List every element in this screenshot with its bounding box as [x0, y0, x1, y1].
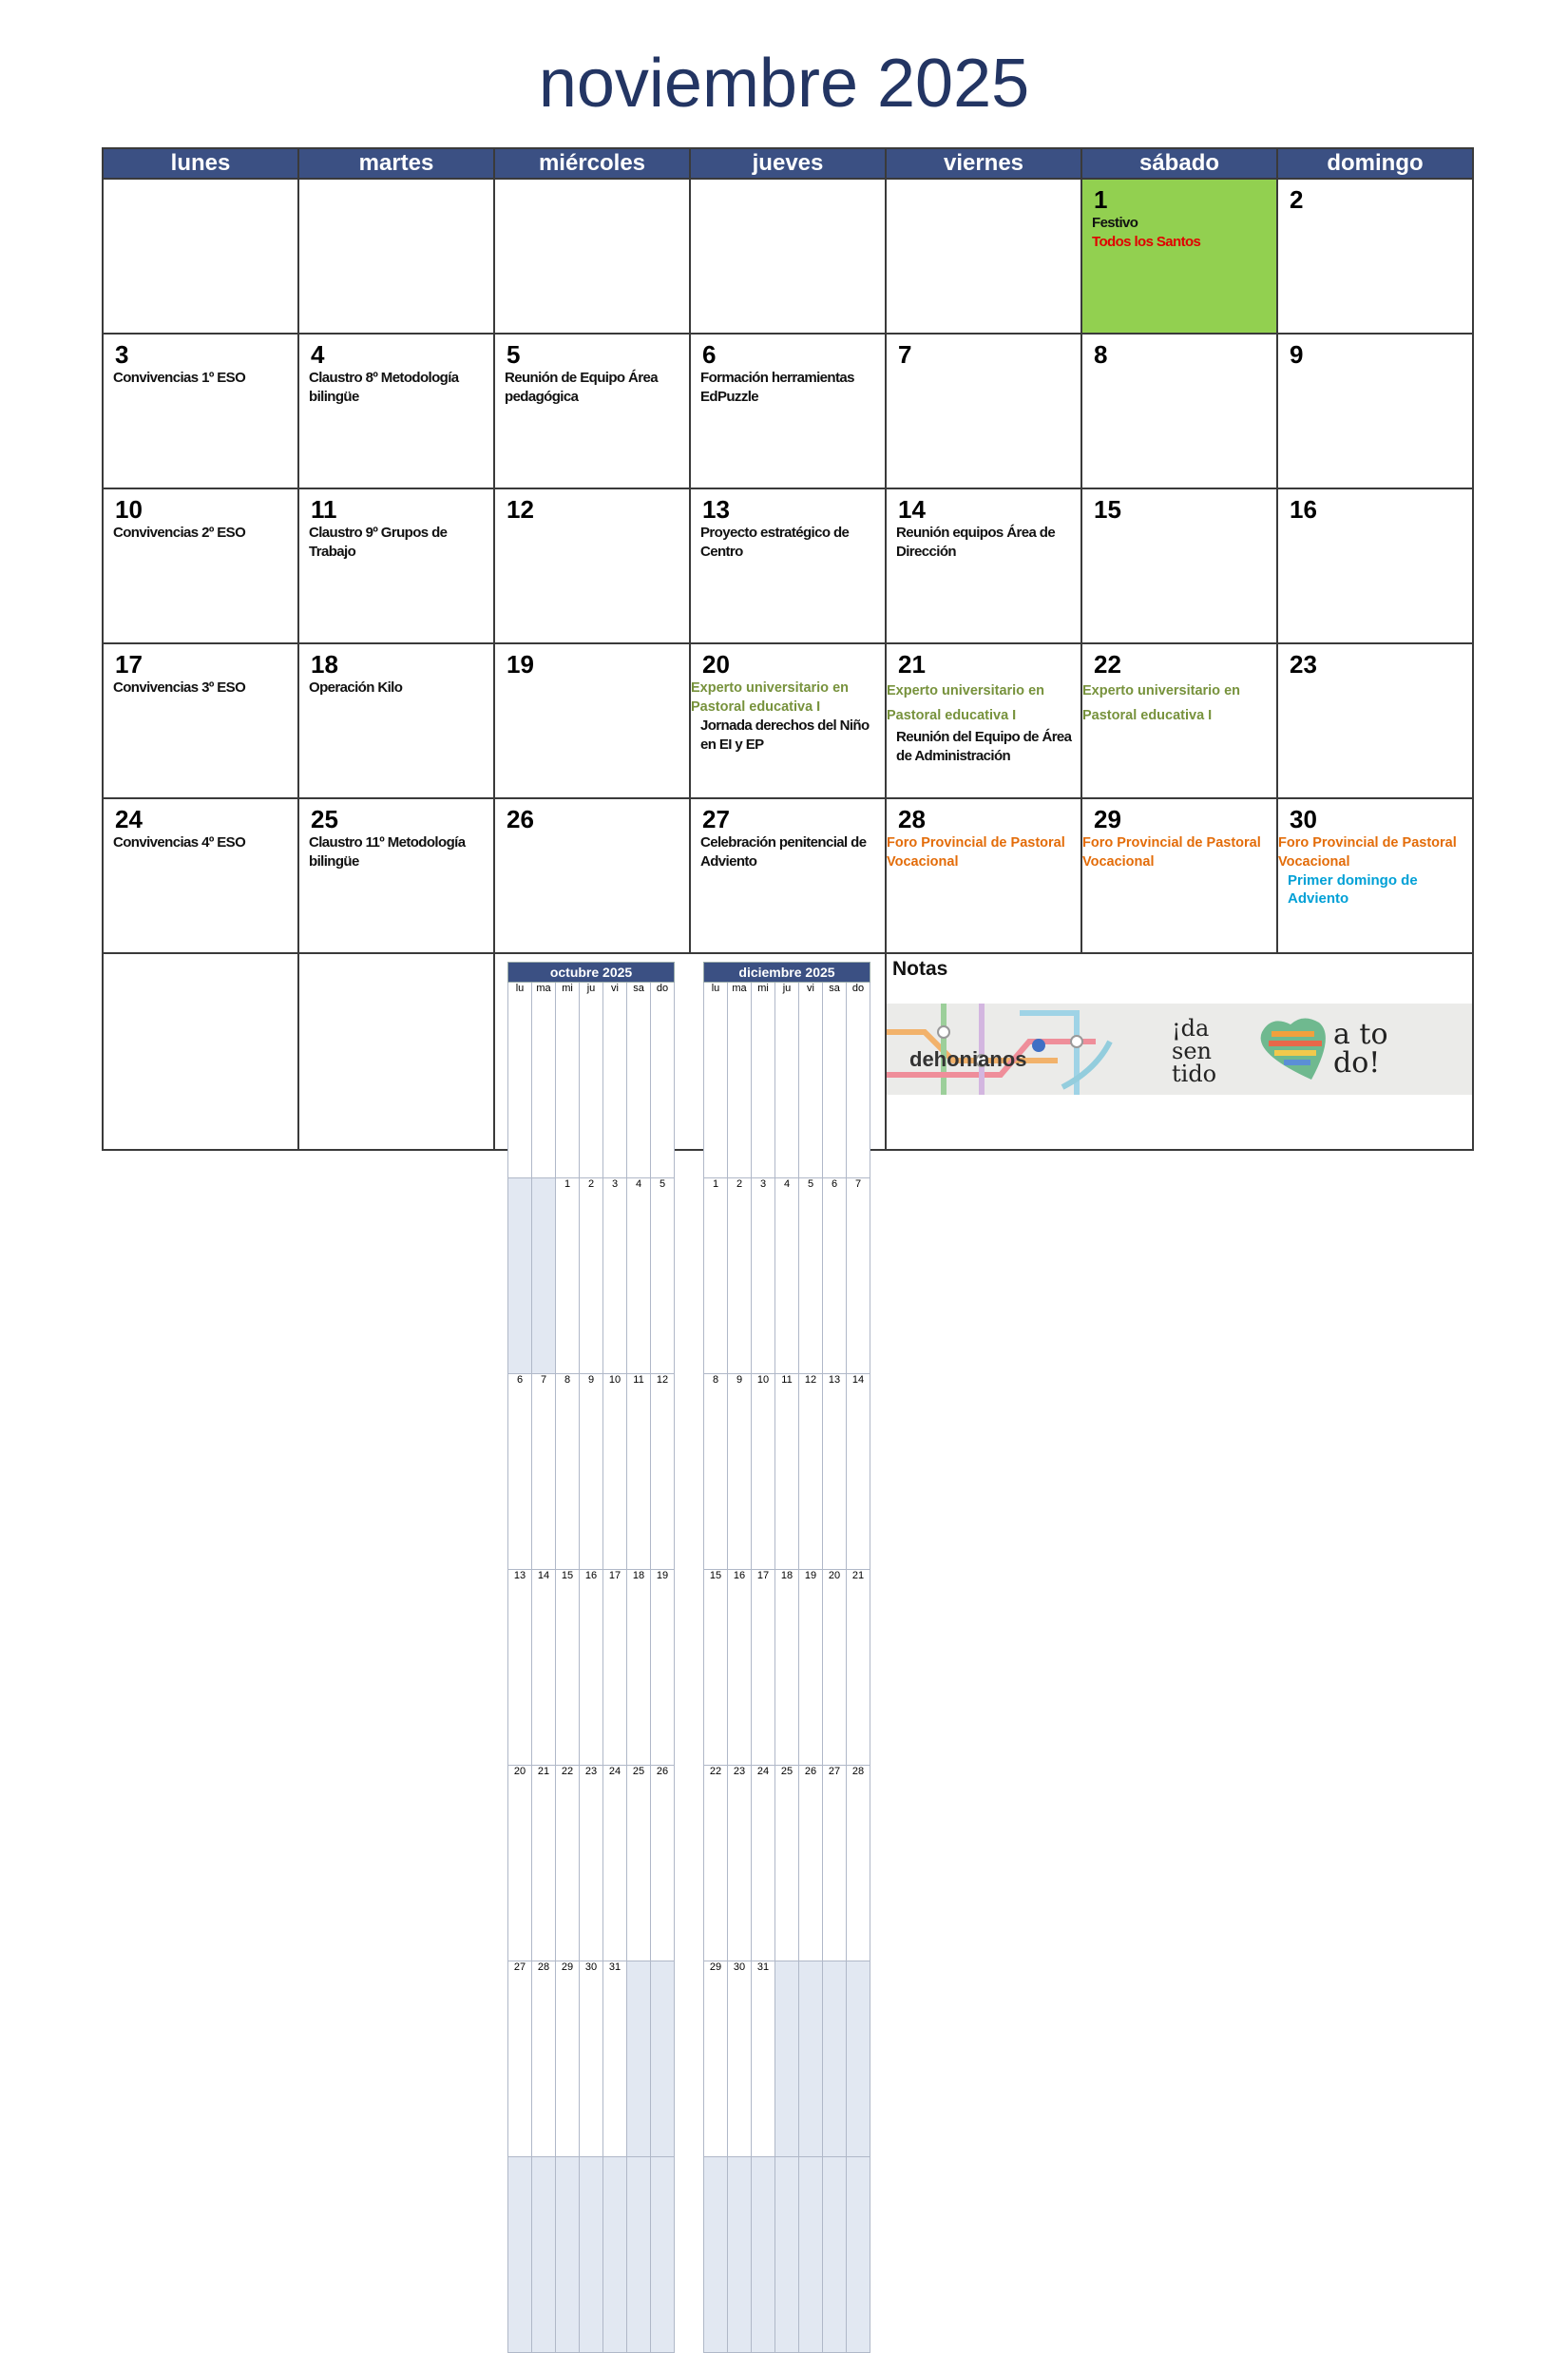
- day-number: 14: [898, 495, 926, 524]
- mini-calendar-octubre: [507, 962, 675, 2353]
- mini-week-row: [508, 2157, 675, 2353]
- day-cell-11[interactable]: [298, 488, 494, 643]
- day-number: 19: [507, 650, 534, 679]
- mini-day[interactable]: 2: [728, 1178, 752, 1374]
- mini-weekday: ma: [728, 983, 752, 1178]
- mini-day[interactable]: 30: [728, 1961, 752, 2157]
- mini-day[interactable]: 14: [847, 1374, 870, 1570]
- day-number: 11: [311, 495, 337, 524]
- mini-day[interactable]: 1: [704, 1178, 728, 1374]
- mini-day[interactable]: 3: [752, 1178, 775, 1374]
- notes-cell[interactable]: [886, 953, 1473, 1150]
- mini-day: [532, 2157, 556, 2353]
- event-festivo: Festivo: [1092, 215, 1138, 231]
- mini-calendar-body: [508, 983, 675, 2353]
- mini-weekday: lu: [704, 983, 728, 1178]
- mini-day: [651, 1961, 675, 2157]
- event-text: Convivencias 4º ESO: [113, 834, 246, 851]
- weekday-miercoles: miércoles: [494, 148, 690, 179]
- weekday-domingo: domingo: [1277, 148, 1473, 179]
- mini-day: [580, 2157, 603, 2353]
- mini-day: [728, 2157, 752, 2353]
- day-number: 9: [1290, 340, 1304, 369]
- slogan-left: ¡da sen tido: [1172, 1015, 1217, 1087]
- day-cell-17[interactable]: [103, 643, 298, 798]
- day-number: 20: [702, 650, 730, 679]
- event-text: Claustro 8º Metodología bilingüe: [309, 370, 459, 405]
- day-number: 24: [115, 805, 143, 833]
- mini-day[interactable]: 10: [603, 1374, 627, 1570]
- mini-day[interactable]: 30: [580, 1961, 603, 2157]
- mini-weekday-row: [508, 983, 675, 1178]
- mini-day[interactable]: 5: [651, 1178, 675, 1374]
- event-text: Formación herramientas EdPuzzle: [700, 370, 854, 405]
- mini-calendar-title: diciembre 2025: [704, 963, 870, 983]
- mini-day[interactable]: 2: [580, 1178, 603, 1374]
- mini-day[interactable]: 23: [580, 1766, 603, 1961]
- day-number: 1: [1094, 185, 1108, 214]
- mini-day: [823, 1961, 847, 2157]
- day-events: [691, 679, 881, 755]
- event-text: Convivencias 1º ESO: [113, 370, 246, 386]
- event-experto-universitario: Experto universitario en Pastoral educativa I: [1082, 683, 1240, 723]
- mini-day: [799, 1961, 823, 2157]
- mini-day[interactable]: 6: [508, 1374, 532, 1570]
- day-events: [1092, 214, 1272, 252]
- day-number: 5: [507, 340, 521, 369]
- mini-day[interactable]: 19: [799, 1570, 823, 1766]
- mini-day[interactable]: 15: [556, 1570, 580, 1766]
- week-row: [103, 179, 1473, 334]
- mini-day[interactable]: 12: [651, 1374, 675, 1570]
- day-number: 26: [507, 805, 534, 833]
- week-row: [103, 643, 1473, 798]
- event-text: Claustro 11º Metodología bilingüe: [309, 834, 466, 870]
- event-text: Claustro 9º Grupos de Trabajo: [309, 525, 448, 560]
- empty-day-cell: [690, 179, 886, 334]
- event-text: Convivencias 2º ESO: [113, 525, 246, 541]
- mini-weekday: sa: [627, 983, 651, 1178]
- day-number: 2: [1290, 185, 1304, 214]
- dehonianos-logo: dehonianos: [909, 1047, 1027, 1071]
- mini-day[interactable]: 26: [651, 1766, 675, 1961]
- day-cell-13[interactable]: [690, 488, 886, 643]
- mini-day[interactable]: 22: [704, 1766, 728, 1961]
- mini-day[interactable]: 29: [556, 1961, 580, 2157]
- day-cell-12[interactable]: [494, 488, 690, 643]
- mini-weekday: ju: [580, 983, 603, 1178]
- mini-day[interactable]: 10: [752, 1374, 775, 1570]
- day-cell-1[interactable]: [1081, 179, 1277, 334]
- mini-day[interactable]: 28: [532, 1961, 556, 2157]
- mini-week-row: [704, 1766, 870, 1961]
- empty-footer-cell: [298, 953, 494, 1150]
- mini-day: [532, 1178, 556, 1374]
- mini-day: [775, 2157, 799, 2353]
- day-number: 29: [1094, 805, 1121, 833]
- day-cell-24[interactable]: [103, 798, 298, 953]
- mini-day[interactable]: 27: [823, 1766, 847, 1961]
- mini-day: [627, 1961, 651, 2157]
- mini-day[interactable]: 27: [508, 1961, 532, 2157]
- day-number: 10: [115, 495, 143, 524]
- day-cell-18[interactable]: [298, 643, 494, 798]
- mini-day[interactable]: 11: [627, 1374, 651, 1570]
- day-number: 7: [898, 340, 912, 369]
- event-text: Celebración penitencial de Adviento: [700, 834, 867, 870]
- event-experto-universitario: Experto universitario en Pastoral educativa I: [691, 680, 849, 715]
- day-cell-27[interactable]: [690, 798, 886, 953]
- mini-day[interactable]: 1: [556, 1178, 580, 1374]
- mini-day[interactable]: 6: [823, 1178, 847, 1374]
- day-events: [1278, 833, 1468, 908]
- day-number: 18: [311, 650, 338, 679]
- day-number: 23: [1290, 650, 1317, 679]
- mini-weekday: sa: [823, 983, 847, 1178]
- mini-day[interactable]: 28: [847, 1766, 870, 1961]
- empty-day-cell: [298, 179, 494, 334]
- mini-day[interactable]: 25: [627, 1766, 651, 1961]
- event-text: Operación Kilo: [309, 679, 403, 696]
- mini-day[interactable]: 9: [728, 1374, 752, 1570]
- mini-calendars-cell: [494, 953, 886, 1973]
- slogan-right: a to do!: [1333, 1018, 1388, 1080]
- empty-day-cell: [886, 179, 1081, 334]
- mini-day: [603, 2157, 627, 2353]
- day-cell-10[interactable]: [103, 488, 298, 643]
- day-cell-14[interactable]: [886, 488, 1081, 643]
- mini-calendar-diciembre: [703, 962, 870, 2353]
- weekday-jueves: jueves: [690, 148, 886, 179]
- mini-day: [847, 1961, 870, 2157]
- mini-day[interactable]: 4: [775, 1178, 799, 1374]
- day-number: 3: [115, 340, 129, 369]
- day-cell-25[interactable]: [298, 798, 494, 953]
- mini-day[interactable]: 20: [508, 1766, 532, 1961]
- mini-day[interactable]: 19: [651, 1570, 675, 1766]
- day-cell-5[interactable]: [494, 334, 690, 488]
- mini-week-row: [508, 1570, 675, 1766]
- day-number: 12: [507, 495, 534, 524]
- mini-day[interactable]: 24: [603, 1766, 627, 1961]
- empty-day-cell: [494, 179, 690, 334]
- mini-week-row: [508, 1766, 675, 1961]
- mini-day: [752, 2157, 775, 2353]
- notes-label: Notas: [892, 958, 948, 980]
- mini-day[interactable]: 11: [775, 1374, 799, 1570]
- empty-day-cell: [103, 179, 298, 334]
- mini-day[interactable]: 7: [532, 1374, 556, 1570]
- mini-day[interactable]: 26: [799, 1766, 823, 1961]
- footer-row: [103, 953, 1473, 1150]
- weekday-header-row: [103, 148, 1473, 179]
- mini-day[interactable]: 17: [603, 1570, 627, 1766]
- day-cell-7[interactable]: [886, 334, 1081, 488]
- mini-weekday: ju: [775, 983, 799, 1178]
- mini-calendar-title: octubre 2025: [508, 963, 675, 983]
- day-cell-15[interactable]: [1081, 488, 1277, 643]
- mini-day[interactable]: 13: [508, 1570, 532, 1766]
- page-title: noviembre 2025: [538, 46, 1030, 122]
- day-number: 28: [898, 805, 926, 833]
- day-cell-26[interactable]: [494, 798, 690, 953]
- mini-day[interactable]: 13: [823, 1374, 847, 1570]
- mini-calendar-body: [704, 983, 870, 2353]
- mini-day[interactable]: 31: [752, 1961, 775, 2157]
- event-experto-universitario: Experto universitario en Pastoral educativa I: [887, 683, 1044, 723]
- day-events: [887, 833, 1077, 871]
- mini-day[interactable]: 25: [775, 1766, 799, 1961]
- mini-day[interactable]: 12: [799, 1374, 823, 1570]
- event-todos-los-santos: Todos los Santos: [1092, 234, 1201, 250]
- event-foro-provincial: Foro Provincial de Pastoral Vocacional: [887, 835, 1065, 870]
- mini-day[interactable]: 18: [627, 1570, 651, 1766]
- mini-day[interactable]: 7: [847, 1178, 870, 1374]
- day-number: 22: [1094, 650, 1121, 679]
- mini-day[interactable]: 21: [847, 1570, 870, 1766]
- event-foro-provincial: Foro Provincial de Pastoral Vocacional: [1082, 835, 1261, 870]
- day-cell-3[interactable]: [103, 334, 298, 488]
- day-cell-16[interactable]: [1277, 488, 1473, 643]
- empty-footer-cell: [103, 953, 298, 1150]
- day-events: [1082, 833, 1272, 871]
- mini-week-row: [508, 1178, 675, 1374]
- day-cell-22[interactable]: [1081, 643, 1277, 798]
- mini-day: [799, 2157, 823, 2353]
- day-cell-9[interactable]: [1277, 334, 1473, 488]
- event-text: Reunión del Equipo de Área de Administración: [896, 729, 1072, 764]
- day-events: [887, 679, 1077, 766]
- day-cell-2[interactable]: [1277, 179, 1473, 334]
- event-text: Reunión equipos Área de Dirección: [896, 525, 1056, 560]
- weekday-lunes: lunes: [103, 148, 298, 179]
- mini-day: [775, 1961, 799, 2157]
- mini-weekday: ma: [532, 983, 556, 1178]
- day-number: 6: [702, 340, 717, 369]
- mini-day[interactable]: 14: [532, 1570, 556, 1766]
- event-primer-domingo-adviento: Primer domingo de Adviento: [1288, 872, 1418, 907]
- day-cell-4[interactable]: [298, 334, 494, 488]
- mini-weekday: do: [847, 983, 870, 1178]
- mini-weekday: mi: [556, 983, 580, 1178]
- mini-weekday: mi: [752, 983, 775, 1178]
- day-number: 27: [702, 805, 730, 833]
- week-row: [103, 334, 1473, 488]
- day-number: 25: [311, 805, 338, 833]
- mini-day[interactable]: 9: [580, 1374, 603, 1570]
- mini-day[interactable]: 16: [728, 1570, 752, 1766]
- mini-week-row: [704, 1178, 870, 1374]
- mini-day[interactable]: 17: [752, 1570, 775, 1766]
- weekday-viernes: viernes: [886, 148, 1081, 179]
- mini-day: [627, 2157, 651, 2353]
- day-cell-20[interactable]: [690, 643, 886, 798]
- mini-weekday: vi: [603, 983, 627, 1178]
- day-cell-23[interactable]: [1277, 643, 1473, 798]
- day-cell-8[interactable]: [1081, 334, 1277, 488]
- day-number: 8: [1094, 340, 1108, 369]
- mini-weekday: vi: [799, 983, 823, 1178]
- mini-weekday: lu: [508, 983, 532, 1178]
- weekday-sabado: sábado: [1081, 148, 1277, 179]
- mini-day: [651, 2157, 675, 2353]
- mini-week-row: [508, 1961, 675, 2157]
- mini-day[interactable]: 24: [752, 1766, 775, 1961]
- weekday-martes: martes: [298, 148, 494, 179]
- mini-day[interactable]: 31: [603, 1961, 627, 2157]
- mini-day[interactable]: 15: [704, 1570, 728, 1766]
- mini-day[interactable]: 29: [704, 1961, 728, 2157]
- day-events: [1082, 679, 1272, 728]
- day-number: 30: [1290, 805, 1317, 833]
- mini-day[interactable]: 3: [603, 1178, 627, 1374]
- mini-day[interactable]: 22: [556, 1766, 580, 1961]
- day-number: 13: [702, 495, 730, 524]
- mini-weekday-row: [704, 983, 870, 1178]
- mini-day: [556, 2157, 580, 2353]
- mini-week-row: [704, 1961, 870, 2157]
- mini-week-row: [704, 2157, 870, 2353]
- week-row: [103, 488, 1473, 643]
- day-cell-28[interactable]: [886, 798, 1081, 953]
- mini-week-row: [704, 1374, 870, 1570]
- mini-day[interactable]: 8: [556, 1374, 580, 1570]
- mini-weekday: do: [651, 983, 675, 1178]
- day-cell-30[interactable]: [1277, 798, 1473, 953]
- dehonianos-banner: [887, 1004, 1472, 1095]
- event-foro-provincial: Foro Provincial de Pastoral Vocacional: [1278, 835, 1457, 870]
- day-number: 15: [1094, 495, 1121, 524]
- day-cell-29[interactable]: [1081, 798, 1277, 953]
- mini-day[interactable]: 18: [775, 1570, 799, 1766]
- mini-day: [508, 1178, 532, 1374]
- day-cell-6[interactable]: [690, 334, 886, 488]
- week-row: [103, 798, 1473, 953]
- mini-day[interactable]: 21: [532, 1766, 556, 1961]
- mini-week-row: [508, 1374, 675, 1570]
- event-text: Convivencias 3º ESO: [113, 679, 246, 696]
- mini-day: [704, 2157, 728, 2353]
- event-text: Jornada derechos del Niño en EI y EP: [700, 717, 870, 753]
- month-grid: [102, 147, 1474, 1973]
- mini-day: [847, 2157, 870, 2353]
- day-number: 17: [115, 650, 143, 679]
- event-text: Reunión de Equipo Área pedagógica: [505, 370, 658, 405]
- mini-day: [823, 2157, 847, 2353]
- mini-day: [508, 2157, 532, 2353]
- day-number: 16: [1290, 495, 1317, 524]
- day-cell-21[interactable]: [886, 643, 1081, 798]
- mini-week-row: [704, 1570, 870, 1766]
- mini-day[interactable]: 16: [580, 1570, 603, 1766]
- mini-day[interactable]: 23: [728, 1766, 752, 1961]
- mini-day[interactable]: 8: [704, 1374, 728, 1570]
- day-cell-19[interactable]: [494, 643, 690, 798]
- day-number: 4: [311, 340, 325, 369]
- day-number: 21: [898, 650, 926, 679]
- mini-day[interactable]: 5: [799, 1178, 823, 1374]
- mini-day[interactable]: 20: [823, 1570, 847, 1766]
- mini-day[interactable]: 4: [627, 1178, 651, 1374]
- event-text: Proyecto estratégico de Centro: [700, 525, 850, 560]
